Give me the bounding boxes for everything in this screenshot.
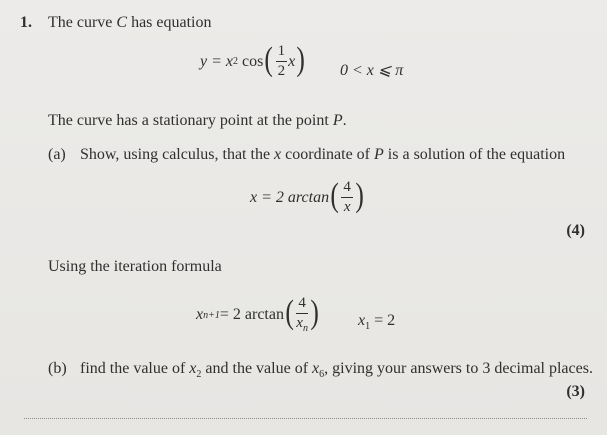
part-a-marks: (4) — [566, 222, 585, 239]
part-a-text-2: coordinate of — [281, 146, 375, 163]
initial-value — [358, 312, 395, 332]
part-b-label: (b) — [48, 360, 67, 377]
eq3-frac-num: 4 — [296, 296, 308, 314]
eq1-lhs: y = x — [200, 52, 233, 70]
eq1-power: 2 — [233, 56, 238, 67]
eq1-func: cos — [242, 52, 264, 70]
part-a-label: (a) — [48, 146, 66, 163]
init-sub: 1 — [365, 321, 371, 332]
part-a-text-3: is a solution of the equation — [383, 146, 566, 163]
question-number: 1. — [20, 14, 32, 31]
intro-prefix: The curve — [48, 14, 117, 31]
stationary-text — [48, 112, 347, 130]
part-b-text-3: , giving your answers to 3 decimal places. — [324, 360, 593, 377]
intro-suffix: has equation — [127, 14, 212, 31]
eq1-frac-den: 2 — [277, 63, 286, 79]
eq1-fraction — [276, 44, 288, 79]
eq3-middle: = 2 arctan — [219, 306, 284, 323]
part-b-text-1: find the value of — [80, 360, 190, 377]
part-b-x6: x — [312, 360, 320, 377]
question-intro — [48, 14, 212, 32]
part-b-text — [80, 360, 593, 380]
eq3-fraction — [296, 296, 308, 334]
part-a-text — [80, 146, 565, 164]
eq2-fraction — [341, 180, 353, 215]
right-paren: ) — [355, 176, 364, 214]
right-paren: ) — [310, 294, 319, 331]
init-var: x — [358, 312, 366, 329]
eq3-frac-den-wrap — [296, 314, 308, 334]
iteration-formula — [196, 296, 320, 334]
curve-equation — [200, 40, 307, 79]
part-b-x2: x — [189, 360, 197, 377]
domain-condition: 0 < x ⩽ π — [340, 62, 404, 79]
eq3-frac-den-sub: n — [302, 323, 308, 334]
part-a-text-1: Show, using calculus, that the — [80, 146, 275, 163]
eq1-var: x — [288, 52, 296, 70]
part-b-text-2: and the value of — [201, 360, 313, 377]
answer-line[interactable] — [24, 418, 587, 419]
eq3-lhs: x — [196, 306, 204, 323]
init-val: = 2 — [370, 312, 396, 329]
part-b-marks: (3) — [566, 383, 585, 400]
eq2-frac-den: x — [343, 199, 351, 215]
eq3-frac-den: x — [296, 315, 303, 331]
point-p: P — [332, 112, 343, 129]
stationary-suffix: . — [342, 112, 347, 129]
eq2-frac-num: 4 — [341, 180, 353, 198]
left-paren: ( — [285, 294, 294, 331]
part-b-x2-sub: 2 — [196, 369, 202, 380]
eq1-frac-num: 1 — [276, 44, 288, 62]
right-paren: ) — [296, 40, 306, 78]
part-a-x: x — [274, 146, 282, 163]
eq2-lhs: x = 2 arctan — [250, 188, 330, 206]
iteration-intro: Using the iteration formula — [48, 258, 222, 275]
part-a-p: P — [374, 146, 384, 163]
curve-name: C — [116, 14, 128, 31]
stationary-prefix: The curve has a stationary point at the point — [48, 112, 333, 129]
left-paren: ( — [264, 40, 274, 78]
part-b-x6-sub: 6 — [319, 369, 325, 380]
left-paren: ( — [330, 176, 339, 214]
eq3-lhs-sub: n+1 — [203, 309, 220, 321]
arctan-equation — [250, 176, 365, 215]
